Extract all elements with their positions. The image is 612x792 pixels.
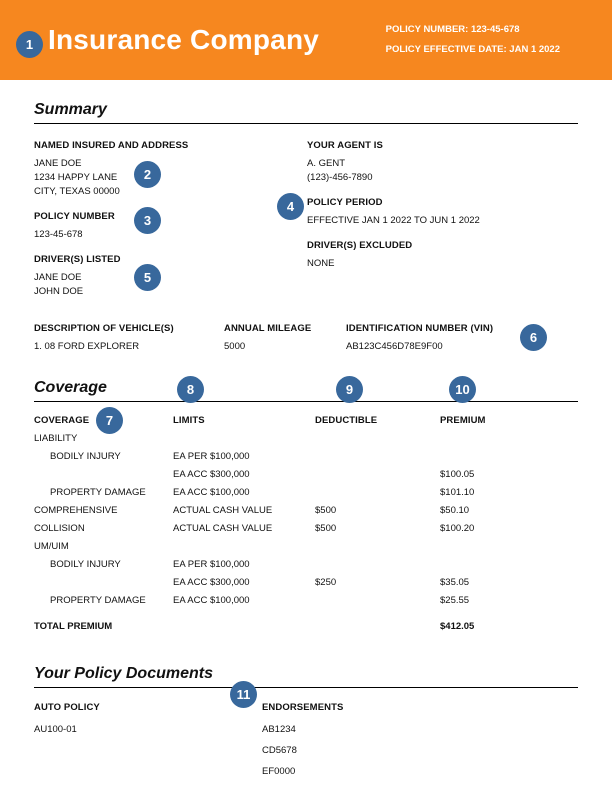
insured-block: [34, 140, 307, 199]
insured-street: 1234 HAPPY LANE: [34, 172, 118, 183]
premium-cell: $25.55: [440, 595, 470, 606]
table-row: [34, 484, 578, 502]
limits-cell: EA ACC $100,000: [173, 595, 250, 606]
callout-7-badge: 7: [96, 407, 123, 434]
insured-city: CITY, TEXAS 00000: [34, 186, 120, 197]
summary-left-column: [34, 140, 307, 311]
callout-1-badge: 1: [16, 31, 43, 58]
coverage-cell: COLLISION: [34, 523, 85, 534]
vehicle-row: [34, 323, 578, 354]
insured-label: NAMED INSURED AND ADDRESS: [34, 140, 189, 151]
agent-label: YOUR AGENT IS: [307, 140, 383, 151]
policy-number-block: [34, 211, 307, 242]
total-premium-row: [34, 618, 578, 636]
limits-cell: [173, 430, 315, 448]
callout-10-badge: 10: [449, 376, 476, 403]
limits-cell: EA ACC $300,000: [173, 469, 250, 480]
premium-cell: [440, 448, 578, 466]
callout-3-badge: 3: [134, 207, 161, 234]
coverage-table: [34, 412, 578, 636]
policy-period-label: POLICY PERIOD: [307, 197, 383, 208]
limits-cell: EA ACC $300,000: [173, 577, 250, 588]
coverage-cell: PROPERTY DAMAGE: [50, 595, 146, 606]
callout-4-badge: 4: [277, 193, 304, 220]
deductible-cell: $250: [315, 577, 337, 588]
col-premium: PREMIUM: [440, 415, 486, 426]
effective-date-label: POLICY EFFECTIVE DATE:: [385, 44, 507, 55]
col-limits: LIMITS: [173, 415, 205, 426]
annual-mileage-value: 5000: [224, 341, 246, 352]
limits-cell: EA PER $100,000: [173, 559, 250, 570]
table-row: [34, 466, 578, 484]
callout-2-badge: 2: [134, 161, 161, 188]
auto-policy-block: [34, 702, 262, 782]
limits-cell: ACTUAL CASH VALUE: [173, 505, 273, 516]
deductible-cell: [315, 430, 440, 448]
auto-policy-value: AU100-01: [34, 724, 77, 735]
table-row: [34, 574, 578, 592]
policy-number-block-value: 123-45-678: [34, 229, 83, 240]
agent-phone: (123)-456-7890: [307, 172, 373, 183]
deductible-cell: [315, 466, 440, 484]
callout-11-badge: 11: [230, 681, 257, 708]
header-band: [0, 0, 612, 80]
total-spacer: [315, 618, 440, 636]
premium-cell: [440, 430, 578, 448]
header-policy-number: [386, 20, 560, 40]
total-spacer: [173, 618, 315, 636]
table-row: [34, 430, 578, 448]
annual-mileage-label: ANNUAL MILEAGE: [224, 323, 312, 334]
endorsement-item: CD5678: [262, 745, 297, 756]
drivers-listed-label: DRIVER(S) LISTED: [34, 254, 121, 265]
deductible-cell: $500: [315, 505, 337, 516]
documents-section-title: Your Policy Documents: [34, 665, 213, 682]
header-policy-info: [386, 20, 560, 60]
coverage-cell: UM/UIM: [34, 541, 69, 552]
table-row: [34, 502, 578, 520]
coverage-cell: [34, 574, 173, 592]
policy-number-value: 123-45-678: [470, 24, 520, 35]
annual-mileage-block: [224, 323, 346, 354]
documents-rule: [34, 687, 578, 688]
coverage-section-title: Coverage: [34, 379, 107, 396]
header-effective-date: [386, 40, 560, 60]
col-deductible: DEDUCTIBLE: [315, 415, 378, 426]
agent-block: [307, 140, 578, 185]
limits-cell: EA ACC $100,000: [173, 487, 250, 498]
documents-grid: [34, 702, 578, 782]
deductible-cell: [315, 448, 440, 466]
vin-value: AB123C456D78E9F00: [346, 341, 443, 352]
premium-cell: $100.20: [440, 523, 475, 534]
callout-6-badge: 6: [520, 324, 547, 351]
limits-cell: [173, 538, 315, 556]
deductible-cell: [315, 592, 440, 610]
coverage-cell: PROPERTY DAMAGE: [50, 487, 146, 498]
summary-grid: [34, 140, 578, 311]
drivers-listed-block: [34, 254, 307, 299]
drivers-excluded-block: [307, 240, 578, 271]
coverage-cell: LIABILITY: [34, 433, 78, 444]
drivers-excluded-value: NONE: [307, 258, 335, 269]
table-row: [34, 538, 578, 556]
callout-9-badge: 9: [336, 376, 363, 403]
policy-period-block: [307, 197, 578, 228]
endorsements-label: ENDORSEMENTS: [262, 702, 344, 713]
premium-cell: $50.10: [440, 505, 470, 516]
agent-name: A. GENT: [307, 158, 346, 169]
auto-policy-label: AUTO POLICY: [34, 702, 100, 713]
limits-cell: ACTUAL CASH VALUE: [173, 523, 273, 534]
table-row: [34, 556, 578, 574]
premium-cell: [440, 538, 578, 556]
callout-8-badge: 8: [177, 376, 204, 403]
endorsement-item: EF0000: [262, 766, 296, 777]
company-name: Insurance Company: [48, 24, 320, 55]
summary-rule: [34, 123, 578, 124]
vehicle-description-block: [34, 323, 224, 354]
limits-cell: EA PER $100,000: [173, 451, 250, 462]
deductible-cell: [315, 484, 440, 502]
page-content: [0, 100, 612, 782]
premium-cell: [440, 556, 578, 574]
insured-name: JANE DOE: [34, 158, 82, 169]
endorsement-item: AB1234: [262, 724, 296, 735]
effective-date-value: JAN 1 2022: [509, 44, 560, 55]
deductible-cell: [315, 556, 440, 574]
total-premium-label: TOTAL PREMIUM: [34, 621, 113, 632]
coverage-cell: BODILY INJURY: [50, 559, 121, 570]
deductible-cell: [315, 538, 440, 556]
premium-cell: $101.10: [440, 487, 475, 498]
vehicle-description-value: 1. 08 FORD EXPLORER: [34, 341, 140, 352]
total-premium-value: $412.05: [440, 621, 475, 632]
callout-5-badge: 5: [134, 264, 161, 291]
premium-cell: $100.05: [440, 469, 475, 480]
coverage-cell: BODILY INJURY: [50, 451, 121, 462]
col-coverage: COVERAGE: [34, 415, 90, 426]
policy-number-block-label: POLICY NUMBER: [34, 211, 115, 222]
vehicle-description-label: DESCRIPTION OF VEHICLE(S): [34, 323, 174, 334]
policy-period-value: EFFECTIVE JAN 1 2022 TO JUN 1 2022: [307, 215, 480, 226]
coverage-rule: [34, 401, 578, 402]
deductible-cell: $500: [315, 523, 337, 534]
coverage-cell: COMPREHENSIVE: [34, 505, 118, 516]
coverage-cell: [34, 466, 173, 484]
summary-section-title: Summary: [34, 101, 107, 118]
endorsements-block: [262, 702, 578, 782]
driver-listed-2: JOHN DOE: [34, 286, 84, 297]
vin-label: IDENTIFICATION NUMBER (VIN): [346, 323, 494, 334]
driver-listed-1: JANE DOE: [34, 272, 82, 283]
policy-number-label: POLICY NUMBER:: [385, 24, 469, 35]
premium-cell: $35.05: [440, 577, 470, 588]
drivers-excluded-label: DRIVER(S) EXCLUDED: [307, 240, 413, 251]
table-row: [34, 592, 578, 610]
summary-right-column: [307, 140, 578, 311]
table-row: [34, 448, 578, 466]
table-row: [34, 520, 578, 538]
